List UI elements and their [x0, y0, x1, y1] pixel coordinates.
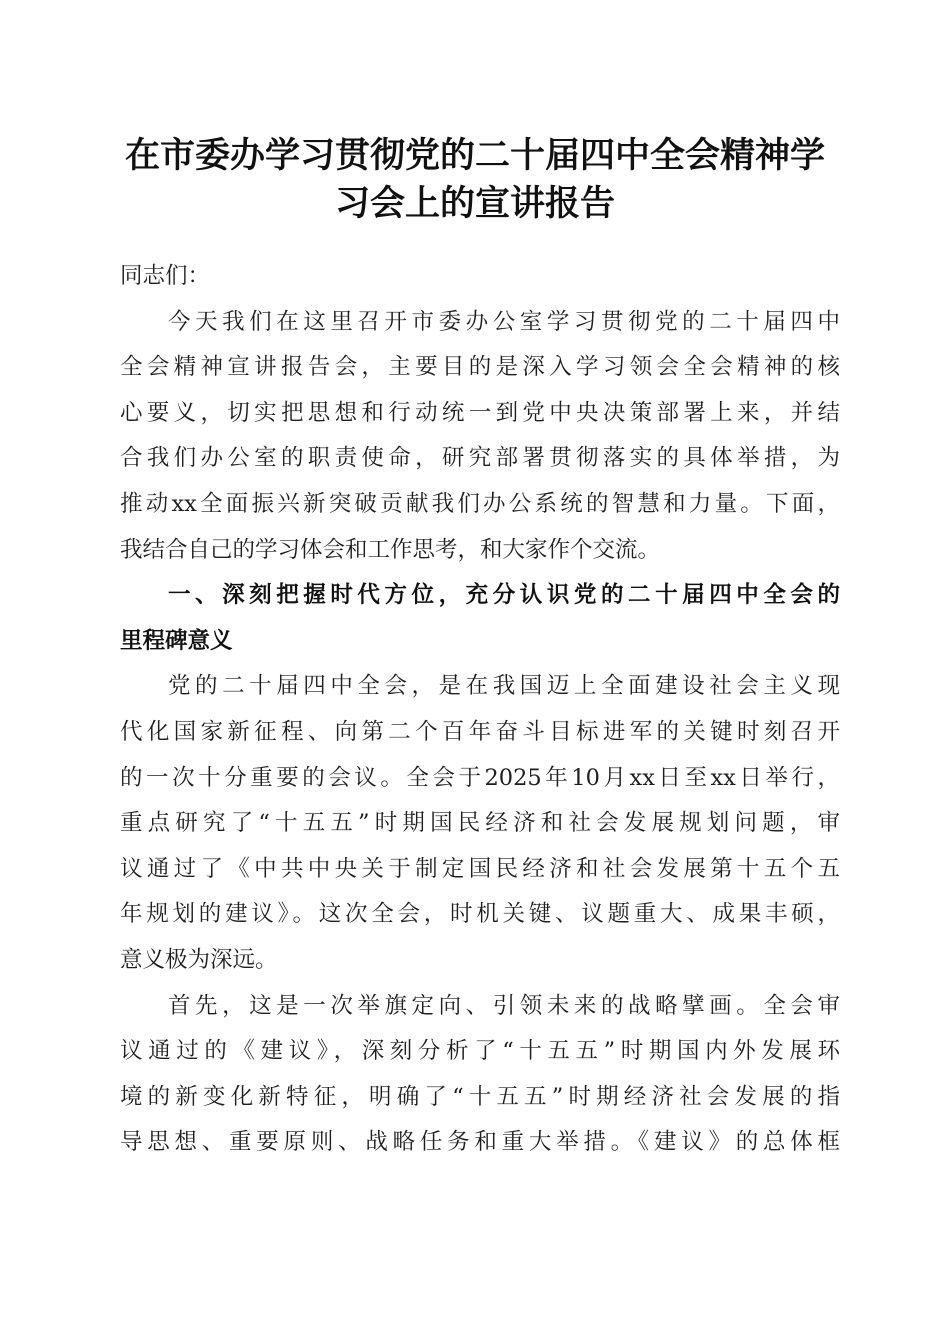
- paragraph-3-line-2: 议通过的《建议》，深刻分析了“十五五”时期国内外发展环: [120, 1038, 840, 1065]
- section-heading-1: [120, 573, 840, 664]
- paragraph-1-line-6: 我结合自己的学习体会和工作思考，和大家作个交流。: [120, 536, 661, 563]
- paragraph-1-line-2: 全会精神宣讲报告会，主要目的是深入学习领会全会精神的核: [120, 354, 840, 381]
- section-heading-1-line-1: 一、深刻把握时代方位，充分认识党的二十届四中全会的: [168, 582, 840, 609]
- paragraph-1-line-3: 心要义，切实把思想和行动统一到党中央决策部署上来，并结: [120, 399, 840, 426]
- document-title: [95, 132, 855, 228]
- title-line-2: 习会上的宣讲报告: [334, 183, 615, 224]
- paragraph-3-line-4: 导思想、重要原则、战略任务和重大举措。《建议》的总体框: [120, 1129, 840, 1156]
- paragraph-1-line-4: 合我们办公室的职责使命，研究部署贯彻落实的具体举措，为: [120, 445, 840, 472]
- salutation: 同志们：: [120, 263, 211, 289]
- paragraph-1-line-5: 推动xx全面振兴新突破贡献我们办公系统的智慧和力量。下面，: [120, 490, 840, 517]
- paragraph-1: [120, 300, 840, 574]
- title-line-1: 在市委办学习贯彻党的二十届四中全会精神学: [124, 135, 825, 176]
- paragraph-2-line-4: 重点研究了“十五五”时期国民经济和社会发展规划问题，审: [120, 810, 840, 837]
- paragraph-2-line-6: 年规划的建议》。这次全会，时机关键、议题重大、成果丰硕，: [120, 901, 840, 928]
- paragraph-3: [120, 984, 840, 1166]
- paragraph-2-line-2: 代化国家新征程、向第二个百年奋斗目标进军的关键时刻召开: [120, 718, 840, 745]
- paragraph-2-line-3: 的一次十分重要的会议。全会于2025年10月xx日至xx日举行，: [120, 764, 840, 791]
- paragraph-2-line-1: 党的二十届四中全会，是在我国迈上全面建设社会主义现: [168, 673, 840, 700]
- section-heading-1-line-2: 里程碑意义: [120, 627, 233, 654]
- paragraph-3-line-1: 首先，这是一次举旗定向、引领未来的战略擘画。全会审: [168, 992, 840, 1019]
- document-body: [120, 254, 840, 1166]
- paragraph-1-line-1: 今天我们在这里召开市委办公室学习贯彻党的二十届四中: [168, 308, 840, 335]
- paragraph-2: [120, 664, 840, 983]
- paragraph-2-line-5: 议通过了《中共中央关于制定国民经济和社会发展第十五个五: [120, 855, 840, 882]
- paragraph-2-line-7: 意义极为深远。: [120, 946, 278, 973]
- paragraph-3-line-3: 境的新变化新特征，明确了“十五五”时期经济社会发展的指: [120, 1083, 840, 1110]
